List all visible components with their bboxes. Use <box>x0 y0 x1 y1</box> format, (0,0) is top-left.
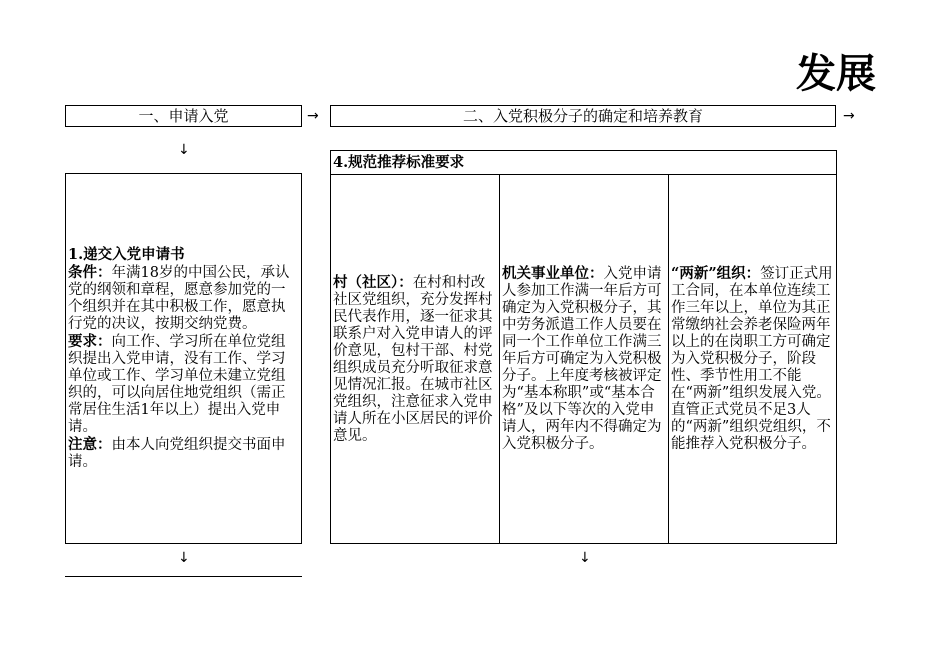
step1-requirement: 要求：向工作、学习所在单位党组织提出入党申请，没有工作、学习单位或工作、学习单位未建立党组织的，可以向居住地党组织（需正常居住生活1年以上）提出入党申请。 <box>68 333 286 435</box>
step2-header: 二、入党积极分子的确定和培养教育 <box>330 105 836 127</box>
step1-content-box <box>65 173 302 544</box>
step1-header: 一、申请入党 <box>65 105 302 127</box>
step2-item-title: 4.规范推荐标准要求 <box>333 154 465 171</box>
down-arrow-icon: ↓ <box>178 550 190 566</box>
right-arrow-icon: → <box>843 108 855 124</box>
right-arrow-icon: → <box>307 108 319 124</box>
step1-item-title: 1.递交入党申请书 <box>68 246 185 263</box>
step2-standards-table <box>330 150 837 544</box>
down-arrow-icon: ↓ <box>178 142 190 158</box>
page-title: 发展 <box>796 50 876 97</box>
institution-unit-cell: 机关事业单位：入党申请人参加工作满一年后方可确定为入党积极分子，其中劳务派遣工作人员要在同一个工作单位工作满三年后方可确定为入党积极分子。上年度考核被评定为“基本称职”或“基本合格”及以下等次的入党申请人，两年内不得确定为入党积极分子。 <box>502 265 662 452</box>
down-arrow-icon: ↓ <box>579 550 591 566</box>
step1-condition: 条件：年满18岁的中国公民，承认党的纲领和章程，愿意参加党的一个组织并在其中积极工作，愿意执行党的决议，按期交纳党费。 <box>68 264 290 332</box>
next-step-top-border <box>65 576 302 577</box>
village-community-cell: 村（社区）：在村和村改社区党组织，充分发挥村民代表作用，逐一征求其联系户对入党申请人的评价意见，包村干部、村党组织成员充分听取征求意见情况汇报。在城市社区党组织，注意征求入党申请人所在小区居民的评价意见。 <box>333 273 493 444</box>
step1-note: 注意：由本人向党组织提交书面申请。 <box>68 436 286 470</box>
two-new-organization-cell: “两新”组织：签订正式用工合同，在本单位连续工作三年以上，单位为其正常缴纳社会养老保险两年以上的在岗职工方可确定为入党积极分子，阶段性、季节性用工不能在“两新”组织发展入党。直管正式党员不足3人的“两新”组织党组织，不能推荐入党积极分子。 <box>671 265 833 452</box>
